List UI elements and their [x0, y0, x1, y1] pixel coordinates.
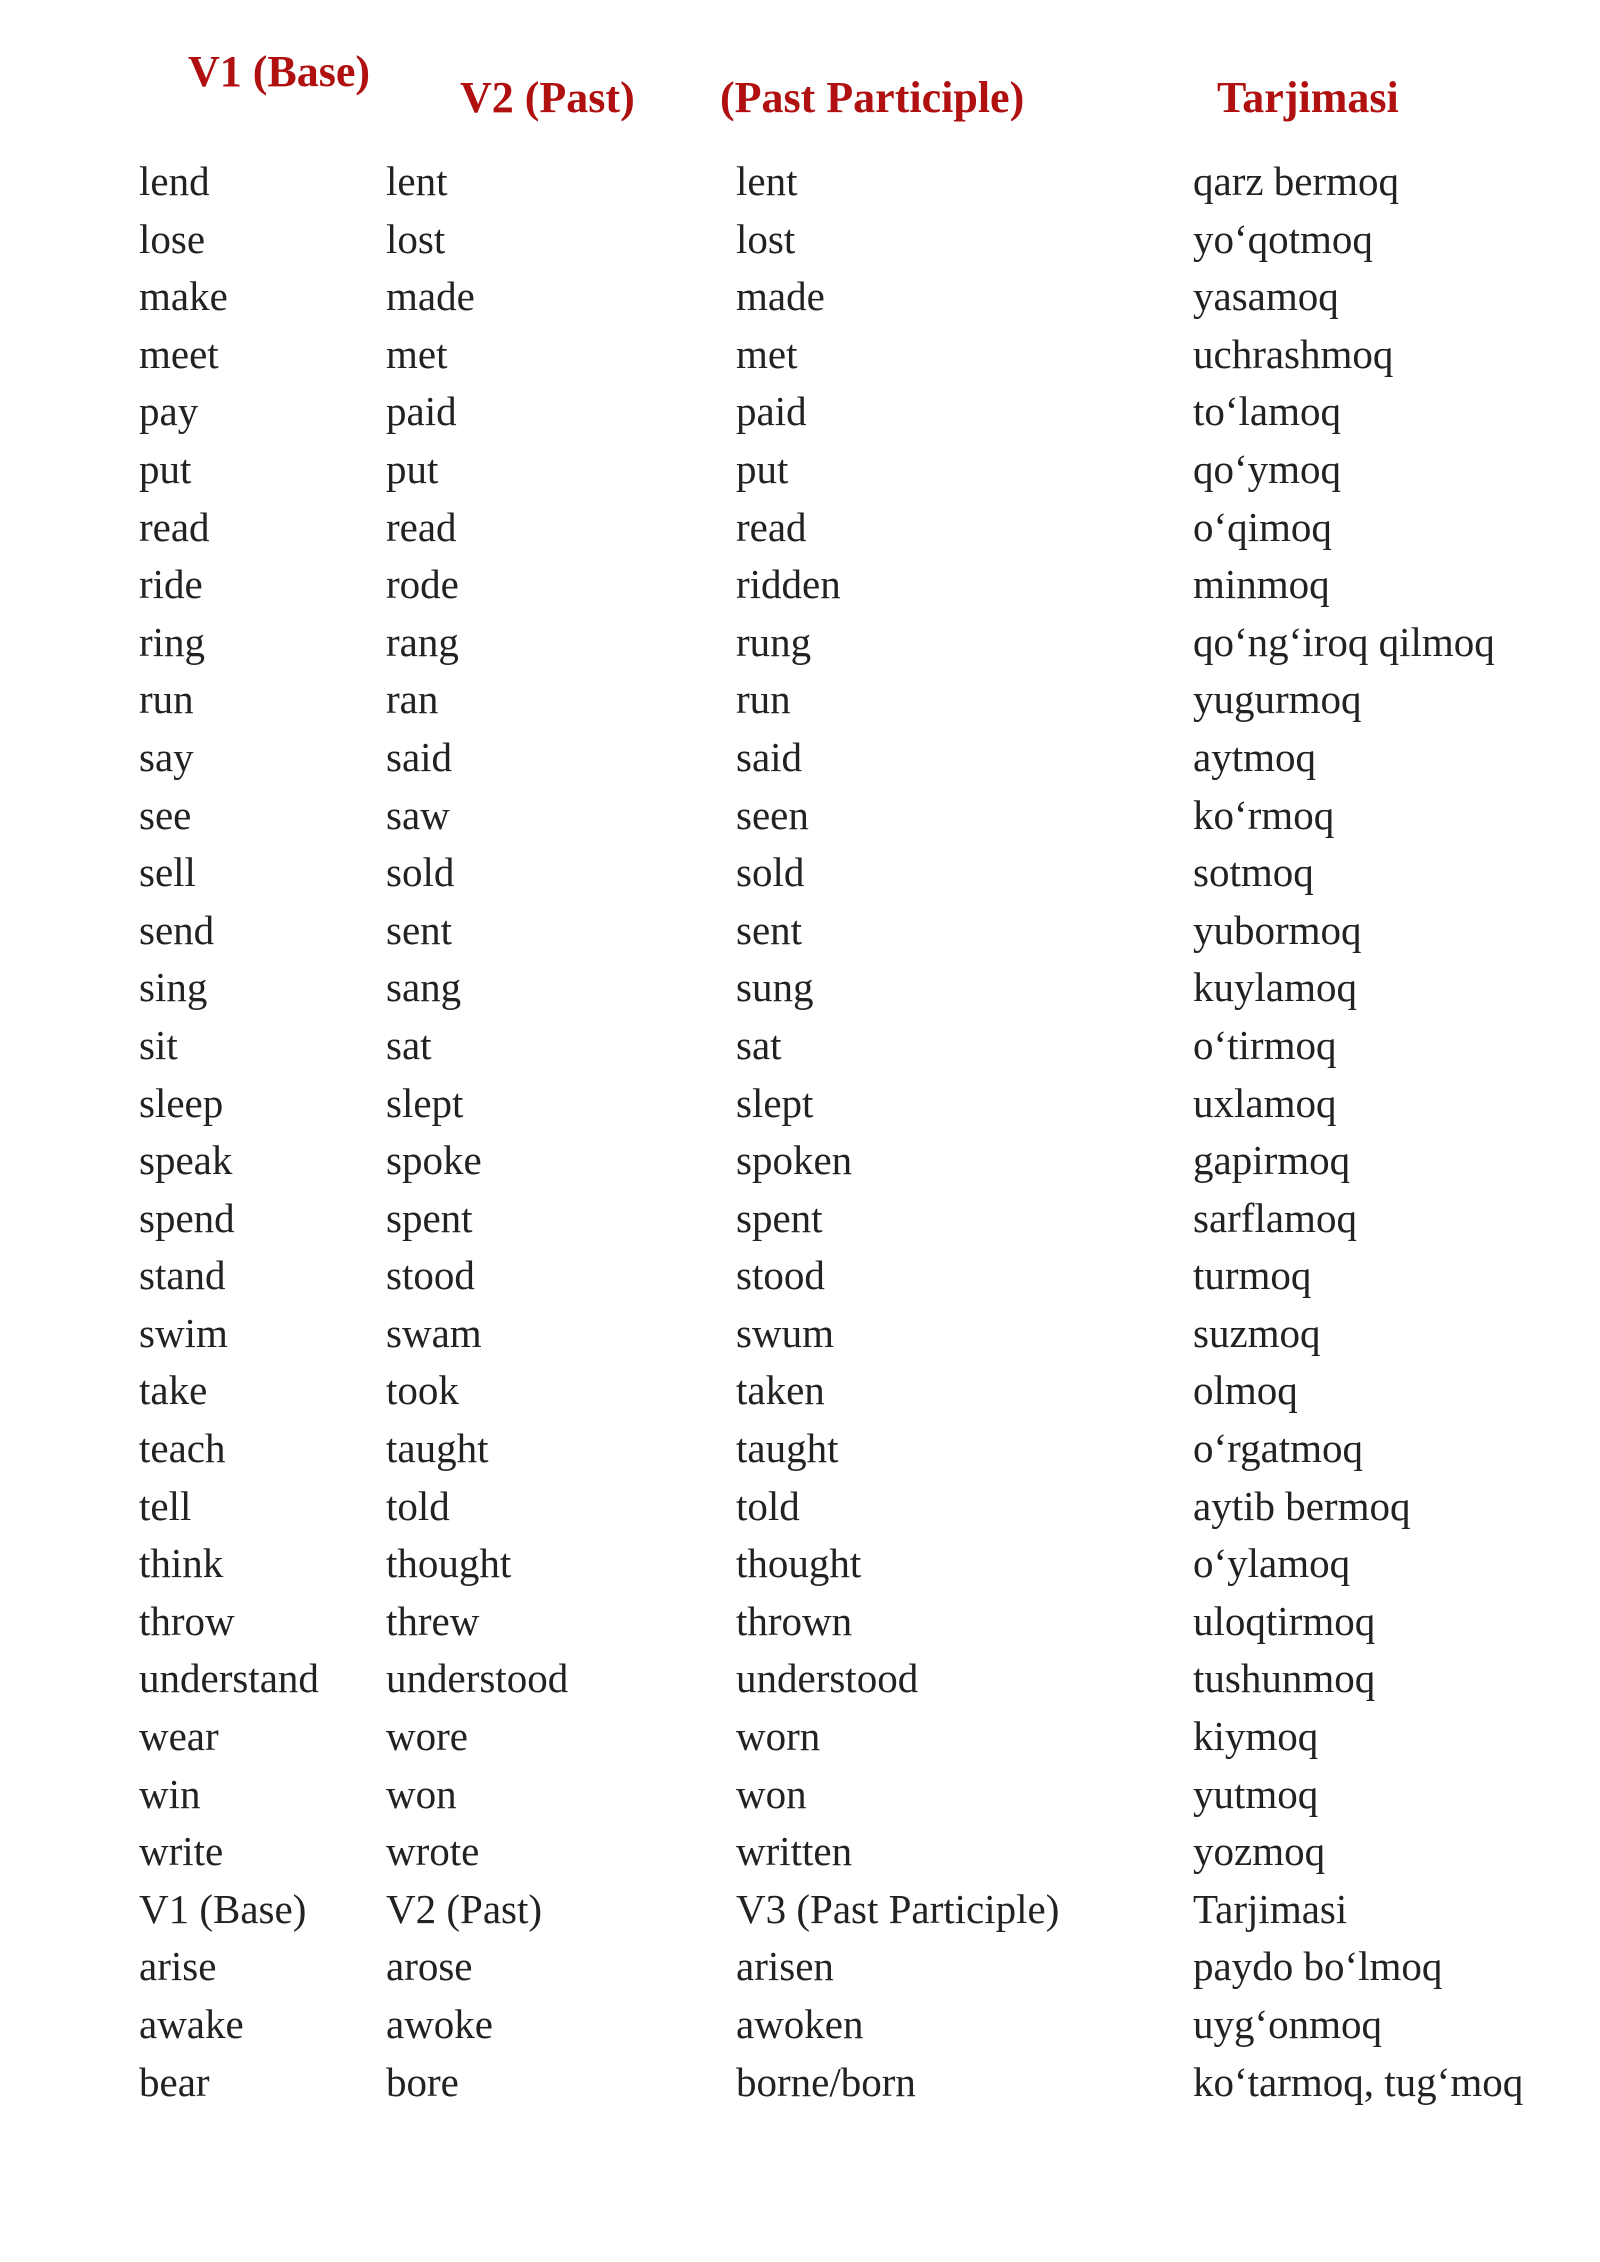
base-form-cell: lose	[139, 215, 206, 262]
past-participle-cell: sung	[736, 964, 814, 1011]
verb-table	[0, 153, 1600, 2111]
past-form-cell: thought	[386, 1540, 512, 1587]
past-participle-cell: ridden	[736, 561, 841, 608]
past-participle-cell: run	[736, 676, 791, 723]
past-participle-cell: met	[736, 330, 798, 377]
translation-cell: gapirmoq	[1193, 1137, 1351, 1184]
base-form-cell: see	[139, 791, 192, 838]
table-row	[0, 1017, 1600, 1075]
translation-cell: sarflamoq	[1193, 1194, 1357, 1241]
translation-cell: aytib bermoq	[1193, 1482, 1411, 1529]
header-translation: Tarjimasi	[1217, 73, 1399, 122]
table-row	[0, 1766, 1600, 1824]
past-form-cell: V2 (Past)	[386, 1885, 543, 1932]
past-participle-cell: read	[736, 503, 807, 550]
past-form-cell: sent	[386, 906, 453, 953]
base-form-cell: sell	[139, 849, 196, 896]
table-row	[0, 1535, 1600, 1593]
past-form-cell: lost	[386, 215, 446, 262]
translation-cell: tushunmoq	[1193, 1655, 1376, 1702]
past-participle-cell: put	[736, 445, 789, 492]
translation-cell: uloqtirmoq	[1193, 1597, 1376, 1644]
past-form-cell: spent	[386, 1194, 473, 1241]
past-participle-cell: spent	[736, 1194, 823, 1241]
past-form-cell: slept	[386, 1079, 464, 1126]
base-form-cell: sleep	[139, 1079, 224, 1126]
past-form-cell: took	[386, 1367, 459, 1414]
past-participle-cell: written	[736, 1828, 853, 1875]
table-row	[0, 787, 1600, 845]
past-participle-cell: thought	[736, 1540, 862, 1587]
translation-cell: yasamoq	[1193, 273, 1339, 320]
past-form-cell: lent	[386, 158, 448, 204]
table-row	[0, 268, 1600, 326]
translation-cell: to‘lamoq	[1193, 388, 1342, 435]
base-form-cell: ride	[139, 561, 203, 608]
base-form-cell: tell	[139, 1482, 192, 1529]
past-participle-cell: swum	[736, 1309, 834, 1356]
past-participle-cell: said	[736, 733, 803, 780]
past-form-cell: threw	[386, 1597, 480, 1644]
past-form-cell: read	[386, 503, 457, 550]
past-form-cell: said	[386, 733, 453, 780]
translation-cell: qarz bermoq	[1193, 158, 1400, 204]
past-form-cell: arose	[386, 1943, 473, 1990]
translation-cell: olmoq	[1193, 1367, 1298, 1414]
table-row	[0, 729, 1600, 787]
translation-cell: sotmoq	[1193, 849, 1314, 896]
past-participle-cell: lent	[736, 158, 798, 204]
base-form-cell: arise	[139, 1943, 217, 1990]
translation-cell: qo‘ng‘iroq qilmoq	[1193, 618, 1495, 665]
base-form-cell: throw	[139, 1597, 235, 1644]
past-form-cell: wore	[386, 1713, 468, 1760]
past-form-cell: told	[386, 1482, 450, 1529]
table-row	[0, 326, 1600, 384]
base-form-cell: lend	[139, 158, 210, 204]
past-participle-cell: paid	[736, 388, 807, 435]
past-form-cell: won	[386, 1770, 457, 1817]
past-participle-cell: V3 (Past Participle)	[736, 1885, 1060, 1932]
past-participle-cell: awoken	[736, 2001, 864, 2047]
past-participle-cell: thrown	[736, 1597, 853, 1644]
table-row	[0, 1247, 1600, 1305]
table-row	[0, 211, 1600, 269]
translation-cell: uchrashmoq	[1193, 330, 1394, 377]
base-form-cell: ring	[139, 618, 206, 665]
table-row	[0, 499, 1600, 557]
translation-cell: yugurmoq	[1193, 676, 1362, 723]
table-row	[0, 1478, 1600, 1536]
base-form-cell: V1 (Base)	[139, 1885, 307, 1932]
table-row	[0, 902, 1600, 960]
past-form-cell: sang	[386, 964, 462, 1011]
translation-cell: suzmoq	[1193, 1309, 1321, 1356]
base-form-cell: run	[139, 676, 194, 723]
base-form-cell: understand	[139, 1655, 319, 1702]
table-row	[0, 383, 1600, 441]
past-participle-cell: taken	[736, 1367, 825, 1414]
past-form-cell: stood	[386, 1252, 475, 1299]
past-participle-cell: sent	[736, 906, 803, 953]
past-participle-cell: seen	[736, 791, 809, 838]
table-row	[0, 1305, 1600, 1363]
base-form-cell: meet	[139, 330, 219, 377]
translation-cell: qo‘ymoq	[1193, 445, 1342, 492]
past-participle-cell: lost	[736, 215, 796, 262]
header-v2-past: V2 (Past)	[460, 73, 635, 122]
past-form-cell: met	[386, 330, 448, 377]
past-participle-cell: borne/born	[736, 2058, 916, 2105]
translation-cell: uxlamoq	[1193, 1079, 1337, 1126]
base-form-cell: pay	[139, 388, 199, 435]
table-row	[0, 2054, 1600, 2112]
base-form-cell: spend	[139, 1194, 235, 1241]
table-row	[0, 1593, 1600, 1651]
base-form-cell: send	[139, 906, 215, 953]
translation-cell: minmoq	[1193, 561, 1330, 608]
past-participle-cell: understood	[736, 1655, 919, 1702]
base-form-cell: take	[139, 1367, 208, 1414]
translation-cell: turmoq	[1193, 1252, 1312, 1299]
past-participle-cell: sat	[736, 1021, 782, 1068]
past-form-cell: put	[386, 445, 439, 492]
translation-cell: ko‘rmoq	[1193, 791, 1335, 838]
past-participle-cell: spoken	[736, 1137, 853, 1184]
past-form-cell: made	[386, 273, 475, 320]
translation-cell: yo‘qotmoq	[1193, 215, 1373, 262]
table-row	[0, 1650, 1600, 1708]
table-row	[0, 1881, 1600, 1939]
past-participle-cell: slept	[736, 1079, 814, 1126]
table-row	[0, 556, 1600, 614]
table-row	[0, 1075, 1600, 1133]
header-v1-base: V1 (Base)	[188, 47, 371, 96]
translation-cell: Tarjimasi	[1193, 1885, 1348, 1932]
translation-cell: yutmoq	[1193, 1770, 1319, 1817]
base-form-cell: win	[139, 1770, 201, 1817]
base-form-cell: say	[139, 733, 194, 780]
past-form-cell: paid	[386, 388, 457, 435]
past-participle-cell: rung	[736, 618, 812, 665]
translation-cell: ko‘tarmoq, tug‘moq	[1193, 2058, 1524, 2105]
base-form-cell: put	[139, 445, 192, 492]
table-row	[0, 1938, 1600, 1996]
translation-cell: aytmoq	[1193, 733, 1316, 780]
past-participle-cell: made	[736, 273, 825, 320]
base-form-cell: wear	[139, 1713, 219, 1760]
past-form-cell: swam	[386, 1309, 482, 1356]
past-form-cell: saw	[386, 791, 450, 838]
past-participle-cell: worn	[736, 1713, 821, 1760]
table-row	[0, 844, 1600, 902]
base-form-cell: think	[139, 1540, 224, 1587]
translation-cell: o‘rgatmoq	[1193, 1425, 1364, 1472]
translation-cell: uyg‘onmoq	[1193, 2001, 1383, 2047]
base-form-cell: speak	[139, 1137, 233, 1184]
translation-cell: yubormoq	[1193, 906, 1362, 953]
table-row	[0, 441, 1600, 499]
past-form-cell: rang	[386, 618, 459, 665]
table-row	[0, 671, 1600, 729]
base-form-cell: awake	[139, 2001, 244, 2047]
past-form-cell: spoke	[386, 1137, 482, 1184]
translation-cell: o‘ylamoq	[1193, 1540, 1351, 1587]
past-form-cell: sat	[386, 1021, 432, 1068]
table-row	[0, 153, 1600, 211]
past-form-cell: rode	[386, 561, 459, 608]
base-form-cell: stand	[139, 1252, 226, 1299]
past-form-cell: ran	[386, 676, 439, 723]
table-row	[0, 614, 1600, 672]
header-past-participle: (Past Participle)	[720, 73, 1025, 122]
past-participle-cell: won	[736, 1770, 807, 1817]
base-form-cell: write	[139, 1828, 224, 1875]
translation-cell: kiymoq	[1193, 1713, 1319, 1760]
past-participle-cell: stood	[736, 1252, 825, 1299]
base-form-cell: sit	[139, 1021, 178, 1068]
table-row	[0, 1708, 1600, 1766]
table-row	[0, 1823, 1600, 1881]
translation-cell: kuylamoq	[1193, 964, 1357, 1011]
base-form-cell: teach	[139, 1425, 226, 1472]
table-row	[0, 1420, 1600, 1478]
translation-cell: yozmoq	[1193, 1828, 1326, 1875]
base-form-cell: swim	[139, 1309, 228, 1356]
past-form-cell: taught	[386, 1425, 489, 1472]
translation-cell: o‘tirmoq	[1193, 1021, 1337, 1068]
base-form-cell: make	[139, 273, 228, 320]
table-row	[0, 1362, 1600, 1420]
past-form-cell: bore	[386, 2058, 459, 2105]
past-form-cell: understood	[386, 1655, 569, 1702]
past-participle-cell: taught	[736, 1425, 839, 1472]
base-form-cell: sing	[139, 964, 208, 1011]
translation-cell: o‘qimoq	[1193, 503, 1332, 550]
past-participle-cell: told	[736, 1482, 800, 1529]
base-form-cell: bear	[139, 2058, 210, 2105]
past-form-cell: sold	[386, 849, 455, 896]
table-row	[0, 959, 1600, 1017]
table-row	[0, 1996, 1600, 2054]
past-form-cell: awoke	[386, 2001, 494, 2047]
table-row	[0, 1190, 1600, 1248]
table-row	[0, 1132, 1600, 1190]
past-participle-cell: sold	[736, 849, 805, 896]
past-form-cell: wrote	[386, 1828, 480, 1875]
past-participle-cell: arisen	[736, 1943, 834, 1990]
translation-cell: paydo bo‘lmoq	[1193, 1943, 1443, 1990]
base-form-cell: read	[139, 503, 210, 550]
